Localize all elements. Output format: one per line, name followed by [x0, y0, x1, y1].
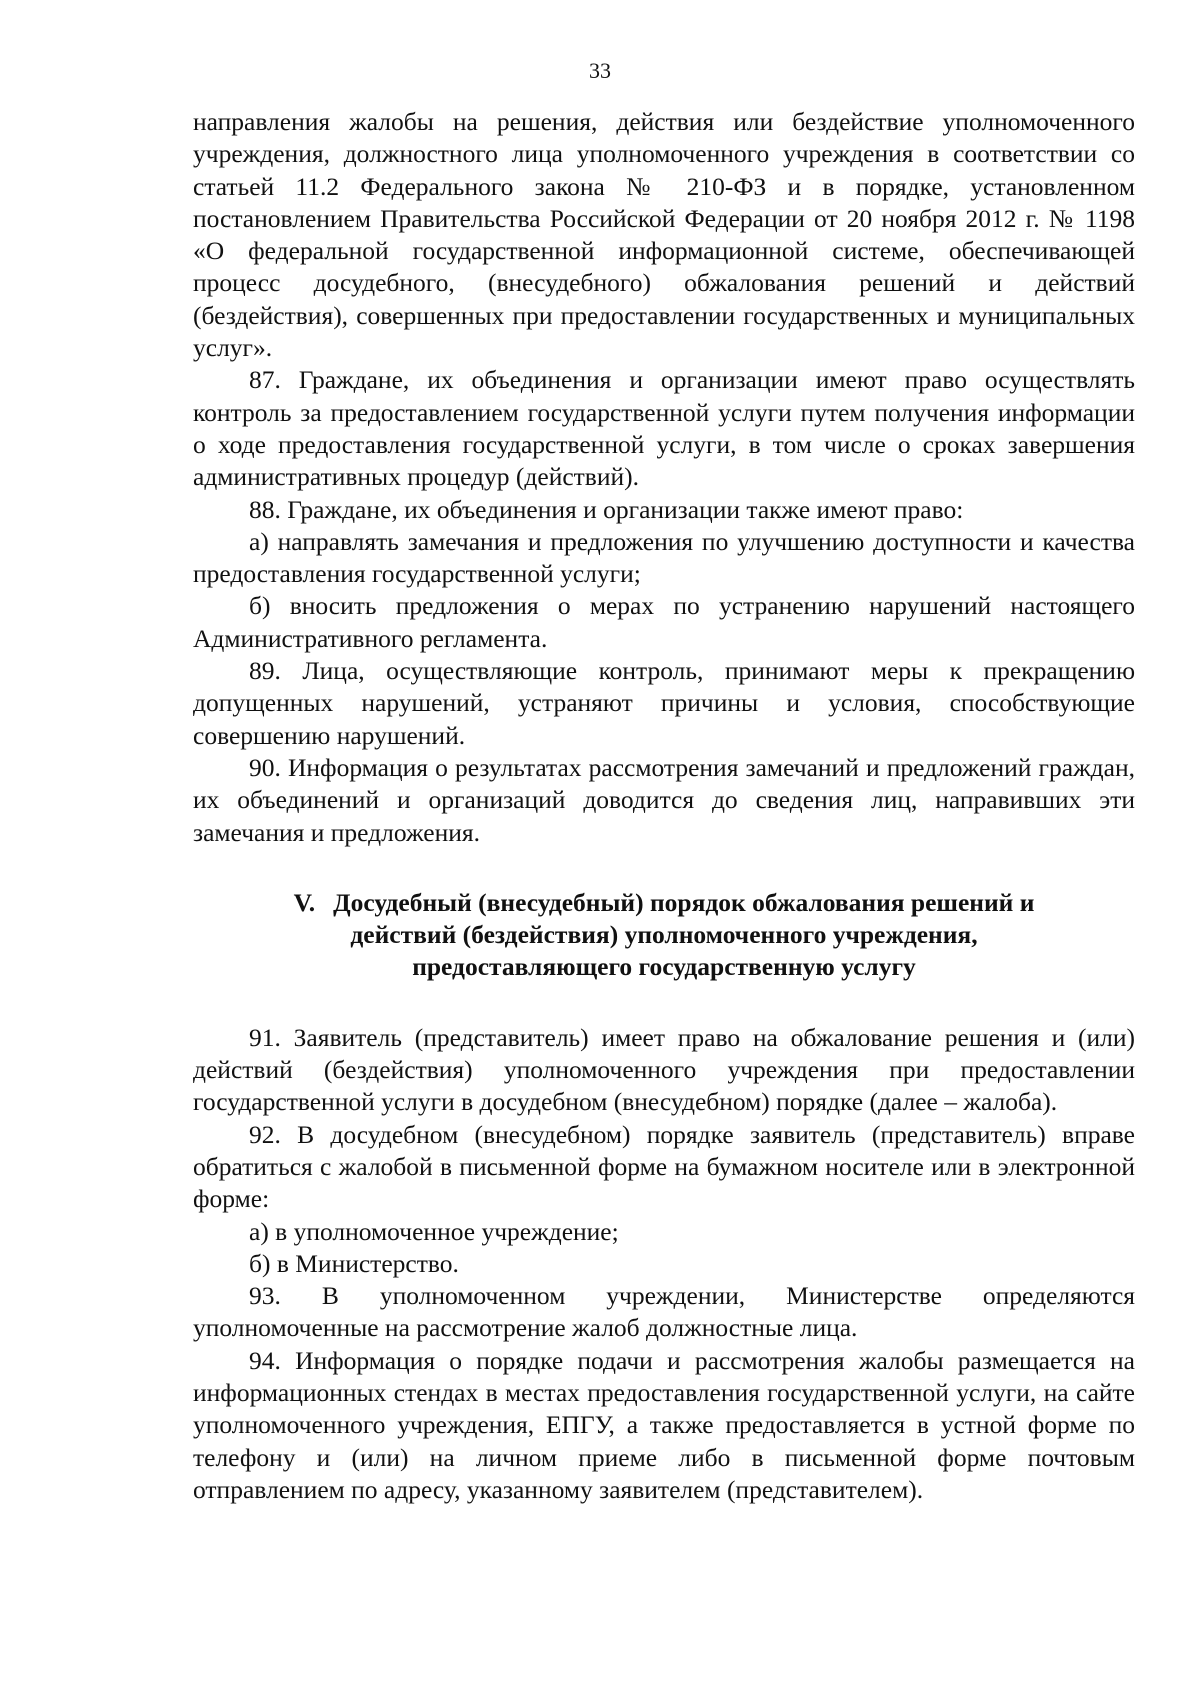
paragraphs-top [193, 106, 1135, 849]
paragraph-p-88: 88. Граждане, их объединения и организации также имеют право: [249, 494, 964, 524]
paragraph-p-93: 93. В уполномоченном учреждении, Министерстве определяются уполномоченные на рассмотрение жалоб должностные лица. [193, 1281, 1135, 1343]
paragraph-p-92a: а) в уполномоченное учреждение; [249, 1216, 619, 1246]
section-heading [193, 887, 1135, 984]
paragraph-p-94: 94. Информация о порядке подачи и рассмотрения жалобы размещается на информационных стендах в местах предоставления государственной услуги, на сайте уполномоченного учреждения, ЕПГУ, а также предоставляется в устной форме по телефону и (или) на личном приеме либо в письменной форме почтовым отправлением по адресу, указанному заявителем (представителем). [193, 1345, 1135, 1504]
paragraph-p-91: 91. Заявитель (представитель) имеет право на обжалование решения и (или) действий (бездействия) уполномоченного учреждения при предоставлении государственной услуги в досудебном (внесудебном) порядке (далее – жалоба). [193, 1022, 1135, 1117]
paragraph-p-88a: а) направлять замечания и предложения по улучшению доступности и качества предоставления государственной услуги; [193, 526, 1135, 589]
paragraph-p-87: 87. Граждане, их объединения и организации имеют право осуществлять контроль за предоставлением государственной услуги путем получения информации о ходе предоставления государственной услуги, в том числе о сроках завершения административных процедур (действий). [193, 365, 1135, 492]
paragraph-p-90: 90. Информация о результатах рассмотрения замечаний и предложений граждан, их объединений и организаций доводится до сведения лиц, направивших эти замечания и предложения. [193, 752, 1135, 847]
paragraphs-bottom [193, 1022, 1135, 1506]
section-heading-line-2: действий (бездействия) уполномоченного учреждения, [350, 920, 978, 950]
paragraph-p-continuation: направления жалобы на решения, действия или бездействие уполномоченного учреждения, должностного лица уполномоченного учреждения в соответствии со статьей 11.2 Федерального закона № 210-ФЗ и в порядке, установленном постановлением Правительства Российской Федерации от 20 ноября 2012 г. № 1198 «О федеральной государственной информационной системе, обеспечивающей процесс досудебного, (внесудебного) обжалования решений и действий (бездействия), совершенных при предоставлении государственных и муниципальных услуг». [193, 107, 1135, 363]
document-body [193, 106, 1135, 1506]
section-heading-line-1: V. Досудебный (внесудебный) порядок обжалования решений и [293, 887, 1035, 917]
page-number: 33 [589, 58, 611, 83]
paragraph-p-92b: б) в Министерство. [249, 1248, 459, 1278]
paragraph-p-88b: б) вносить предложения о мерах по устранению нарушений настоящего Административного регламента. [193, 591, 1135, 653]
paragraph-p-89: 89. Лица, осуществляющие контроль, принимают меры к прекращению допущенных нарушений, устраняют причины и условия, способствующие совершению нарушений. [193, 656, 1135, 750]
paragraph-p-92: 92. В досудебном (внесудебном) порядке заявитель (представитель) вправе обратиться с жалобой в письменной форме на бумажном носителе или в электронной форме: [193, 1119, 1135, 1214]
section-heading-line-3: предоставляющего государственную услугу [412, 952, 916, 982]
section-number: V. [293, 887, 316, 917]
